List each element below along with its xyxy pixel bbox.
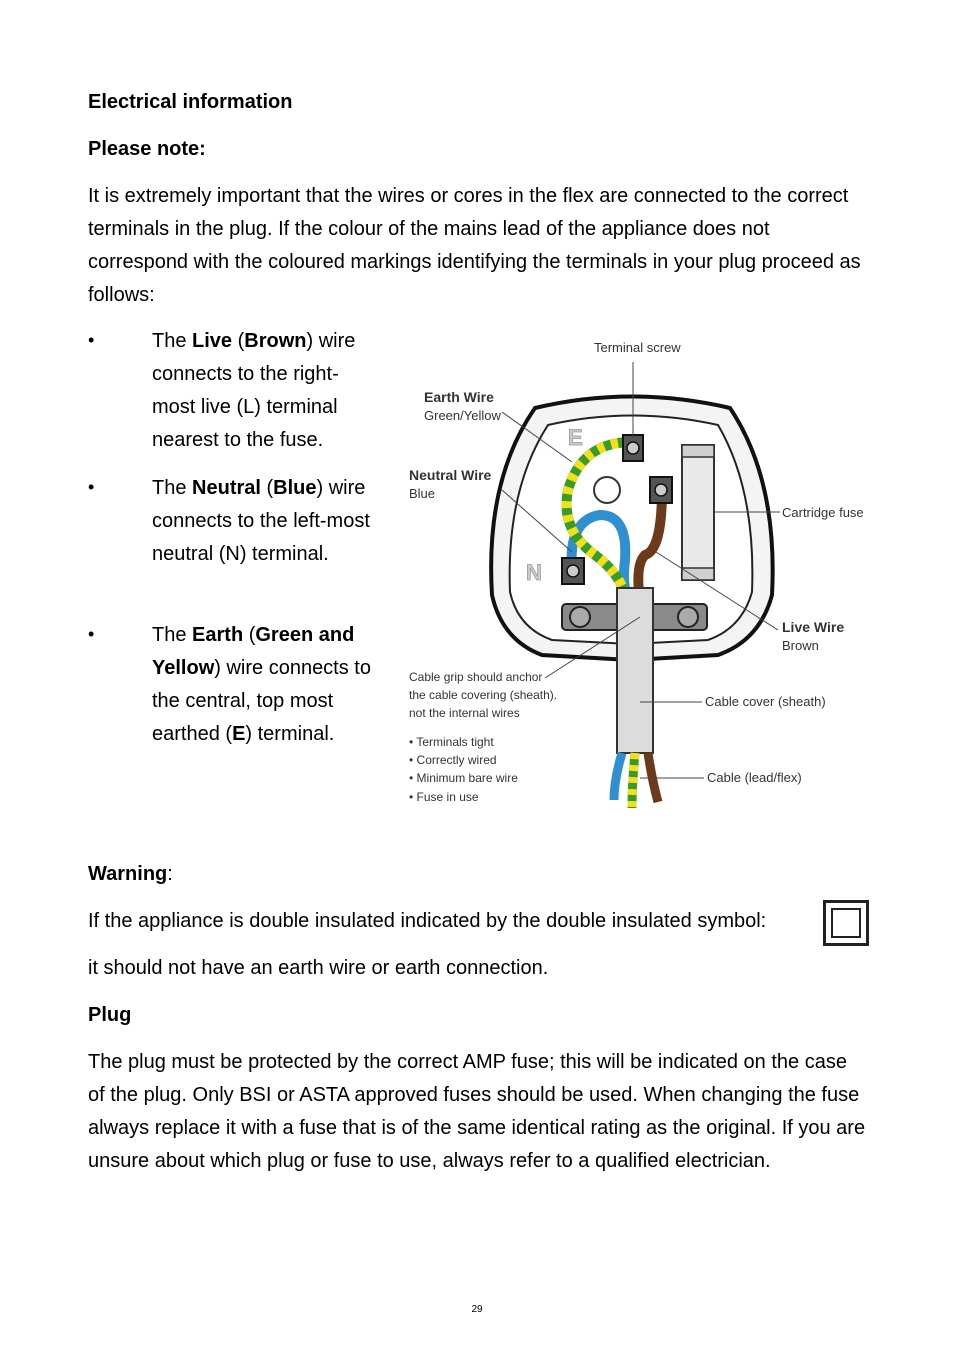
plug-wiring-diagram — [400, 330, 870, 820]
bullet-bold-part: Neutral — [192, 477, 261, 499]
bullet-text-part: ( — [260, 477, 274, 499]
bullet-marker: • — [88, 624, 95, 644]
terminal-screw-icon — [567, 565, 579, 577]
label-live-color: Brown — [782, 638, 819, 653]
bullet-earth — [152, 619, 377, 751]
bullet-bold-part: Blue — [273, 477, 317, 499]
bullet-marker: • — [88, 477, 95, 497]
warning-label: Warning — [88, 863, 168, 885]
cartridge-fuse-body — [682, 445, 714, 580]
checklist-item: • Correctly wired — [409, 753, 497, 767]
earth-terminal-letter: E — [568, 425, 583, 450]
bullet-text-part: ) terminal. — [245, 723, 335, 745]
bullet-neutral — [152, 472, 377, 571]
bullet-text-part: ( — [232, 330, 245, 352]
plug-heading: Plug — [88, 1004, 132, 1026]
bullet-bold-part: Brown — [244, 330, 307, 352]
checklist-item: • Fuse in use — [409, 790, 479, 804]
terminal-screw-icon — [655, 484, 667, 496]
checklist-item: • Terminals tight — [409, 735, 494, 749]
bullet-text-part: The — [152, 330, 193, 352]
warning-heading — [88, 858, 868, 891]
centre-pin-hole — [594, 477, 620, 503]
intro-paragraph: It is extremely important that the wires or cores in the flex are connected to the correct terminals in the plug. If the colour of the mains lead of the appliance does not correspond with the coloured markings identifying the terminals in your plug proceed as follows: — [88, 185, 861, 306]
please-note-label: Please note: — [88, 138, 206, 160]
warning-line: If the appliance is double insulated indicated by the double insulated symbol: — [88, 910, 767, 932]
neutral-terminal-letter: N — [526, 560, 542, 585]
page-number: 29 — [471, 1304, 483, 1315]
bullet-text-part: ) wire connects to the central, top most earthed ( — [152, 657, 371, 745]
label-cable-lead: Cable (lead/flex) — [707, 770, 802, 785]
bullet-bold-part: Earth — [192, 624, 244, 646]
bullet-marker: • — [88, 330, 95, 350]
bullet-text-part: ( — [243, 624, 256, 646]
label-terminal-screw: Terminal screw — [594, 340, 681, 355]
bullet-text-part: The — [152, 624, 193, 646]
cartridge-fuse-cap — [682, 568, 714, 580]
checklist-item: • Minimum bare wire — [409, 771, 518, 785]
cable-grip-screw — [570, 607, 590, 627]
bullet-bold-part: Live — [192, 330, 233, 352]
bullet-bold-part: E — [232, 723, 246, 745]
label-cartridge-fuse: Cartridge fuse — [782, 505, 864, 520]
label-neutral-wire: Neutral Wire — [409, 467, 492, 483]
bullet-text-part: ) wire connects to the left-most neutral (N) terminal. — [152, 477, 370, 565]
cable-sheath — [617, 588, 653, 753]
plug-paragraph: The plug must be protected by the correct AMP fuse; this will be indicated on the case of the plug. Only BSI or ASTA approved fuses should be used. When changing the fuse always replace it with a fuse that is of the same identical rating as the original. If you are unsure about which plug or fuse to use, always refer to a qualified electrician. — [88, 1051, 866, 1172]
warning-line-2: it should not have an earth wire or earth connection. — [88, 957, 549, 979]
bullet-text-part: ) wire connects to the right-most live (L) terminal nearest to the fuse. — [152, 330, 356, 451]
bullet-bold-part: Green and Yellow — [152, 624, 355, 679]
label-earth-wire: Earth Wire — [424, 389, 494, 405]
bullet-live — [152, 325, 377, 457]
cable-grip-screw — [678, 607, 698, 627]
cartridge-fuse-cap — [682, 445, 714, 457]
cable-end-neutral — [614, 753, 622, 800]
label-live-wire: Live Wire — [782, 619, 845, 635]
label-cable-grip: the cable covering (sheath). — [409, 688, 558, 702]
warning-colon: : — [167, 863, 173, 885]
label-cable-grip: not the internal wires — [409, 706, 520, 720]
label-cable-cover: Cable cover (sheath) — [705, 694, 826, 709]
double-insulated-icon — [823, 900, 869, 946]
bullet-text-part: The — [152, 477, 193, 499]
label-cable-grip: Cable grip should anchor — [409, 670, 543, 684]
label-earth-color: Green/Yellow — [424, 408, 501, 423]
double-insulated-icon-inner — [831, 908, 861, 938]
label-neutral-color: Blue — [409, 486, 436, 501]
section-heading: Electrical information — [88, 91, 293, 113]
terminal-screw-icon — [627, 442, 639, 454]
